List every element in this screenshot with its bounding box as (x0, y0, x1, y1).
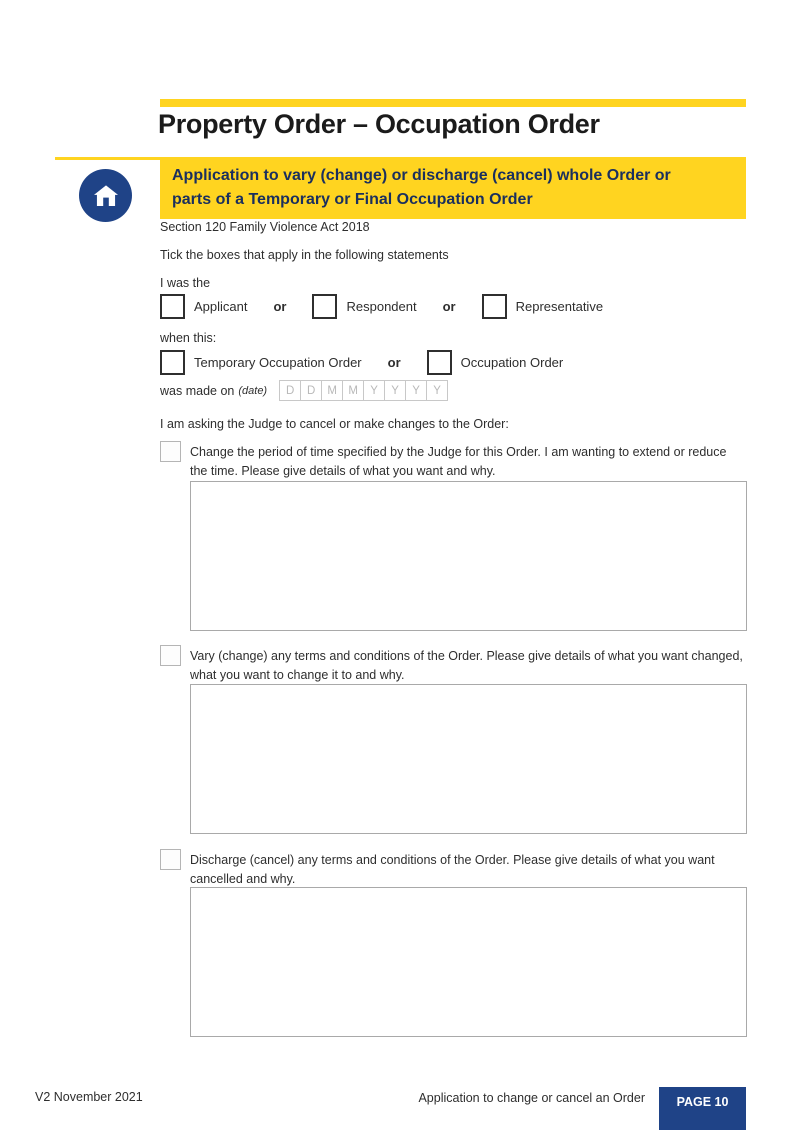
change-period-checkbox[interactable] (160, 441, 181, 462)
representative-label: Representative (515, 299, 604, 314)
page-number-badge: PAGE 10 (659, 1087, 746, 1130)
role-lead-text: I was the (160, 276, 211, 290)
banner-accent-line (55, 157, 160, 160)
date-day-cell-2[interactable]: D (300, 380, 322, 401)
statute-reference: Section 120 Family Violence Act 2018 (160, 220, 370, 234)
date-year-cell-2[interactable]: Y (384, 380, 406, 401)
judge-request-lead: I am asking the Judge to cancel or make changes to the Order: (160, 417, 509, 431)
vary-terms-details-textarea[interactable] (190, 684, 747, 834)
applicant-checkbox[interactable] (160, 294, 185, 319)
order-type-row (160, 350, 563, 375)
temporary-occupation-order-label: Temporary Occupation Order (194, 355, 362, 370)
occupation-order-label: Occupation Order (460, 355, 564, 370)
date-month-cell-1[interactable]: M (321, 380, 343, 401)
discharge-terms-label: Discharge (cancel) any terms and conditions of the Order. Please give details of what you want cancelled and why. (190, 853, 715, 886)
banner-line-2: parts of a Temporary or Final Occupation Order (172, 191, 533, 208)
date-made-label: was made on (160, 383, 235, 398)
date-month-cell-2[interactable]: M (342, 380, 364, 401)
applicant-label: Applicant (194, 299, 248, 314)
discharge-terms-checkbox[interactable] (160, 849, 181, 870)
banner-line-1: Application to vary (change) or discharge (cancel) whole Order or (172, 167, 671, 184)
tick-instruction: Tick the boxes that apply in the following statements (160, 248, 449, 262)
role-or-separator-1: or (273, 299, 287, 314)
date-hint-label: (date) (238, 384, 268, 397)
role-or-separator-2: or (442, 299, 456, 314)
discharge-terms-details-textarea[interactable] (190, 887, 747, 1037)
date-year-cell-1[interactable]: Y (363, 380, 385, 401)
order-or-separator: or (387, 355, 401, 370)
title-accent-rule (160, 99, 746, 107)
respondent-checkbox[interactable] (312, 294, 337, 319)
date-made-row (160, 380, 448, 401)
respondent-label: Respondent (346, 299, 417, 314)
footer-version: V2 November 2021 (35, 1090, 143, 1104)
temporary-occupation-order-checkbox[interactable] (160, 350, 185, 375)
representative-checkbox[interactable] (482, 294, 507, 319)
change-period-details-textarea[interactable] (190, 481, 747, 631)
change-period-label: Change the period of time specified by the Judge for this Order. I am wanting to extend or reduce the time. Please give details of what you want and why. (190, 445, 727, 478)
vary-terms-checkbox[interactable] (160, 645, 181, 666)
footer-doc-title: Application to change or cancel an Order (418, 1091, 645, 1105)
date-day-cell-1[interactable]: D (279, 380, 301, 401)
date-year-cell-4[interactable]: Y (426, 380, 448, 401)
occupation-order-checkbox[interactable] (427, 350, 452, 375)
date-year-cell-3[interactable]: Y (405, 380, 427, 401)
vary-terms-label: Vary (change) any terms and conditions of the Order. Please give details of what you want changed, what you want to change it to and why. (190, 649, 743, 682)
form-section-banner (160, 157, 746, 219)
role-options-row (160, 294, 603, 319)
order-lead-text: when this: (160, 331, 217, 345)
home-icon (79, 169, 132, 222)
page-title: Property Order – Occupation Order (158, 109, 600, 139)
